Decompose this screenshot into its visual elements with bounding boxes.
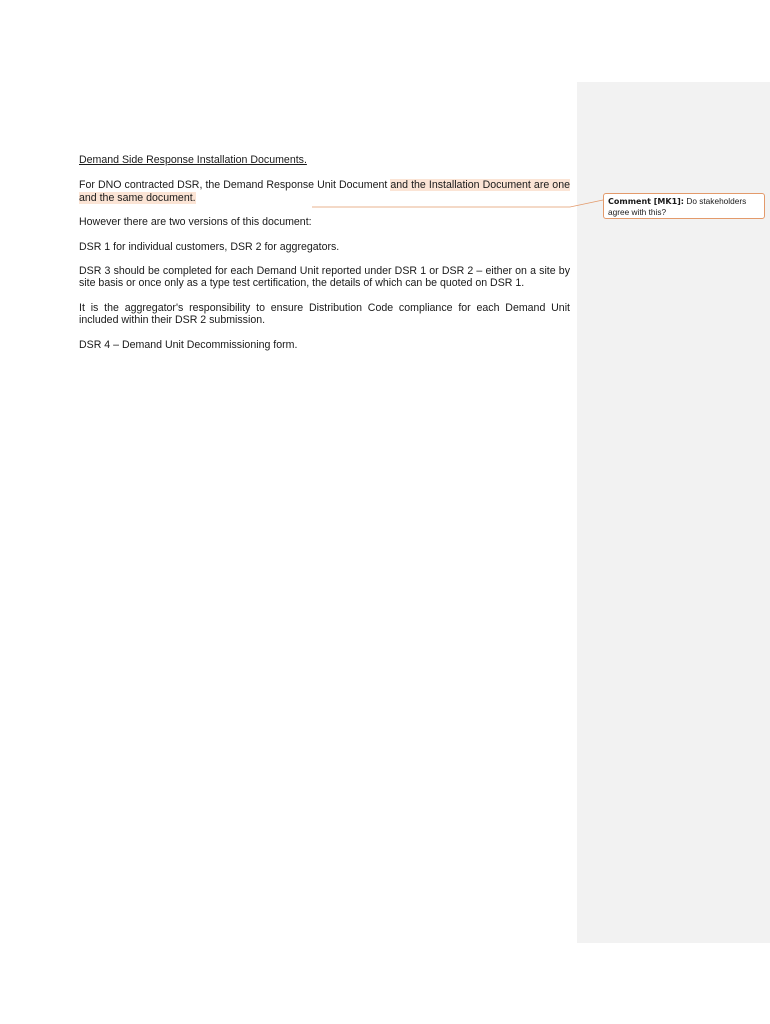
paragraph-two-versions: However there are two versions of this document:	[79, 216, 312, 229]
comment-text: Do stakeholders agree with this?	[608, 196, 747, 217]
paragraph-dsr3: DSR 3 should be completed for each Demand Unit reported under DSR 1 or DSR 2 – either on a site by site basis or once only as a type test certification, the details of which can be quoted on DSR 1.	[79, 265, 570, 290]
paragraph-aggregator-responsibility: It is the aggregator's responsibility to ensure Distribution Code compliance for each Demand Unit included within their DSR 2 submission.	[79, 301, 570, 327]
comment-tag: Comment [MK1]:	[608, 197, 685, 206]
comment-balloon[interactable]	[603, 193, 765, 219]
section-heading: Demand Side Response Installation Documents.	[79, 154, 307, 166]
paragraph-dsr1-dsr2: DSR 1 for individual customers, DSR 2 for aggregators.	[79, 240, 340, 253]
commented-highlight-text[interactable]: and the Installation Document are one and the same document.	[79, 179, 570, 204]
paragraph-dno-plain-text: For DNO contracted DSR, the Demand Response Unit Document	[79, 179, 391, 192]
paragraph-dsr4: DSR 4 – Demand Unit Decommissioning form.	[79, 338, 298, 351]
